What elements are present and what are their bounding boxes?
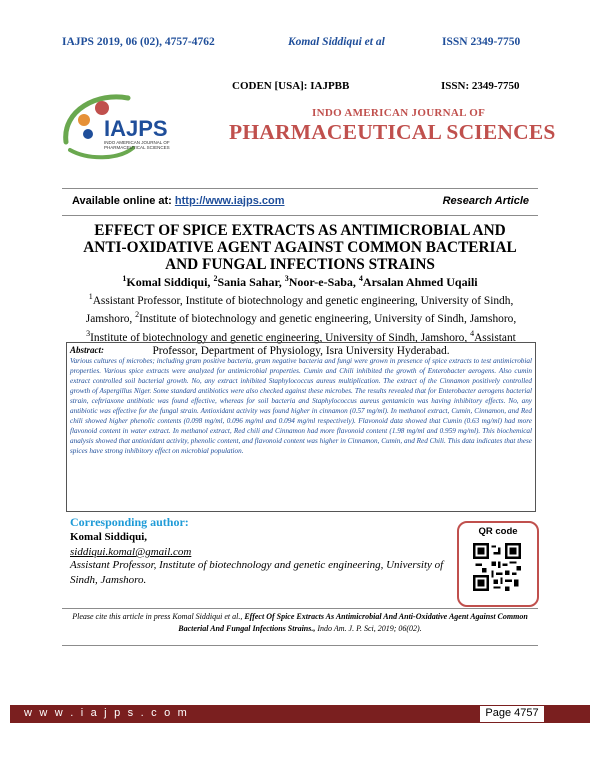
title-line: ANTI-OXIDATIVE AGENT AGAINST COMMON BACTERIAL [83, 239, 517, 256]
title-line: AND FUNGAL INFECTIONS STRAINS [165, 256, 435, 273]
article-title [62, 222, 538, 273]
affil-sup: 2 [135, 310, 140, 320]
article-type: Research Article [442, 195, 529, 207]
author-sup: 4 [358, 274, 363, 283]
abstract-text: Various cultures of microbes; including gram positive bacteria, gram negative bacteria and fungi were grown in presence of spice extracts to test antimicrobial properties. Various spice extracts were analyzed for antimicrobial properties. Cumin and Chili inhibited the growth of Enterobacter aerogens. Also cumin extract controlled soil bacterial growth. No, any extract inhibited Staphylococcus aureus multiplication. The extract of the Cinnamon positively controlled growth of Aspergillus Niger. Some standard antibiotics were also checked against these microbes. The results revealed that for Enterobacter aerogens bacterial strain, ceftriaxone antibiotic was found effective, whereas for soil bacteria and Staphylococcus aureus gentamicin was having inhibitory effects. No, any antibiotic was effective for the fungal strain. Antioxidant activity was found higher in cinnamon (0.57 mg/ml). In methanol extract, Cumin, Cinnamon, and Red chili showed higher phenolic contents (0.098 mg/ml, 0.096 mg/ml and 0.094 mg/ml respectively). Flavonoid data showed that Cumin (0.63 mg/ml) had more flavonoid content in water extract. In methanol extract, Red chili and Cinnamon had more flavonoid content (1.98 mg/ml and 0.959 mg/ml). This biochemical analysis showed that antioxidant activity, phenolic content, and flavonoid content was higher in Cinnamon, Cumin, and Red Chili. This data indicates that these spices have strong inhibitory effect on microbial population. [70, 357, 532, 455]
footer-website: w w w . i a j p s . c o m [24, 707, 190, 719]
availability-label: Available online at: [72, 195, 175, 207]
page-number: Page 4757 [485, 707, 539, 719]
corresponding-name: Komal Siddiqui, [70, 531, 148, 543]
author-name: Komal Siddiqui, [126, 275, 214, 289]
author-sup: 2 [213, 274, 218, 283]
iajps-logo [58, 90, 198, 160]
logo-text: IAJPS [104, 116, 168, 141]
citation-prefix: Please cite this article in press Komal Siddiqui et al., [72, 612, 245, 621]
availability [72, 195, 285, 207]
corresponding-email [70, 546, 191, 558]
corresponding-heading: Corresponding author: [70, 515, 189, 529]
logo-subtext-1: INDO AMERICAN JOURNAL OF [104, 140, 170, 145]
journal-url-link[interactable]: http://www.iajps.com [174, 195, 285, 207]
affil-text: Institute of biotechnology and genetic engineering, University of Sindh, Jamshoro, [139, 313, 517, 326]
affil-text: Assistant Professor, Department of Physiology, Isra University Hyderabad. [152, 331, 516, 357]
qr-code-label: QR code [478, 526, 518, 537]
author-name: Noor-e-Saba, [288, 275, 359, 289]
author-sup: 1 [122, 274, 127, 283]
affil-text: Assistant Professor, Institute of biotechnology and genetic engineering, University of Sindh, Jamshoro, [85, 294, 514, 326]
logo-subtext-2: PHARMACEUTICAL SCIENCES [104, 145, 170, 150]
affil-sup: 3 [86, 328, 91, 338]
journal-name: PHARMACEUTICAL SCIENCES [229, 120, 556, 144]
author-name: Arsalan Ahmed Uqaili [362, 275, 478, 289]
qr-code-icon[interactable] [473, 543, 521, 591]
corresponding-affiliation: Assistant Professor, Institute of biotechnology and genetic engineering, University of Sindh, Jamshoro. [70, 559, 444, 586]
running-header-issn: ISSN 2349-7750 [442, 36, 521, 48]
author-sup: 3 [284, 274, 289, 283]
affil-sup: 4 [470, 328, 475, 338]
journal-name-small: INDO AMERICAN JOURNAL OF [312, 107, 486, 119]
affil-text: Institute of biotechnology and genetic engineering, University of Sindh, Jamshoro, [90, 331, 471, 344]
email-link[interactable]: siddiqui.komal@gmail.com [70, 546, 192, 558]
coden: CODEN [USA]: IAJPBB [232, 80, 350, 92]
author-name: Sania Sahar, [217, 275, 285, 289]
citation-suffix: Indo Am. J. P. Sci, 2019; 06(02). [315, 624, 422, 633]
citation-note [64, 611, 536, 635]
title-line: EFFECT OF SPICE EXTRACTS AS ANTIMICROBIAL AND [94, 222, 506, 239]
journal-issn: ISSN: 2349-7750 [441, 80, 520, 92]
running-header-citation: IAJPS 2019, 06 (02), 4757-4762 [62, 36, 215, 48]
affil-sup: 1 [88, 292, 93, 301]
abstract-heading: Abstract: [70, 345, 105, 355]
author-list [62, 274, 538, 290]
running-header-author: Komal Siddiqui et al [288, 36, 385, 48]
citation-title: Effect Of Spice Extracts As Antimicrobial And Anti-Oxidative Agent Against Common Bacterial And Fungal Infections Strains., [178, 612, 528, 633]
